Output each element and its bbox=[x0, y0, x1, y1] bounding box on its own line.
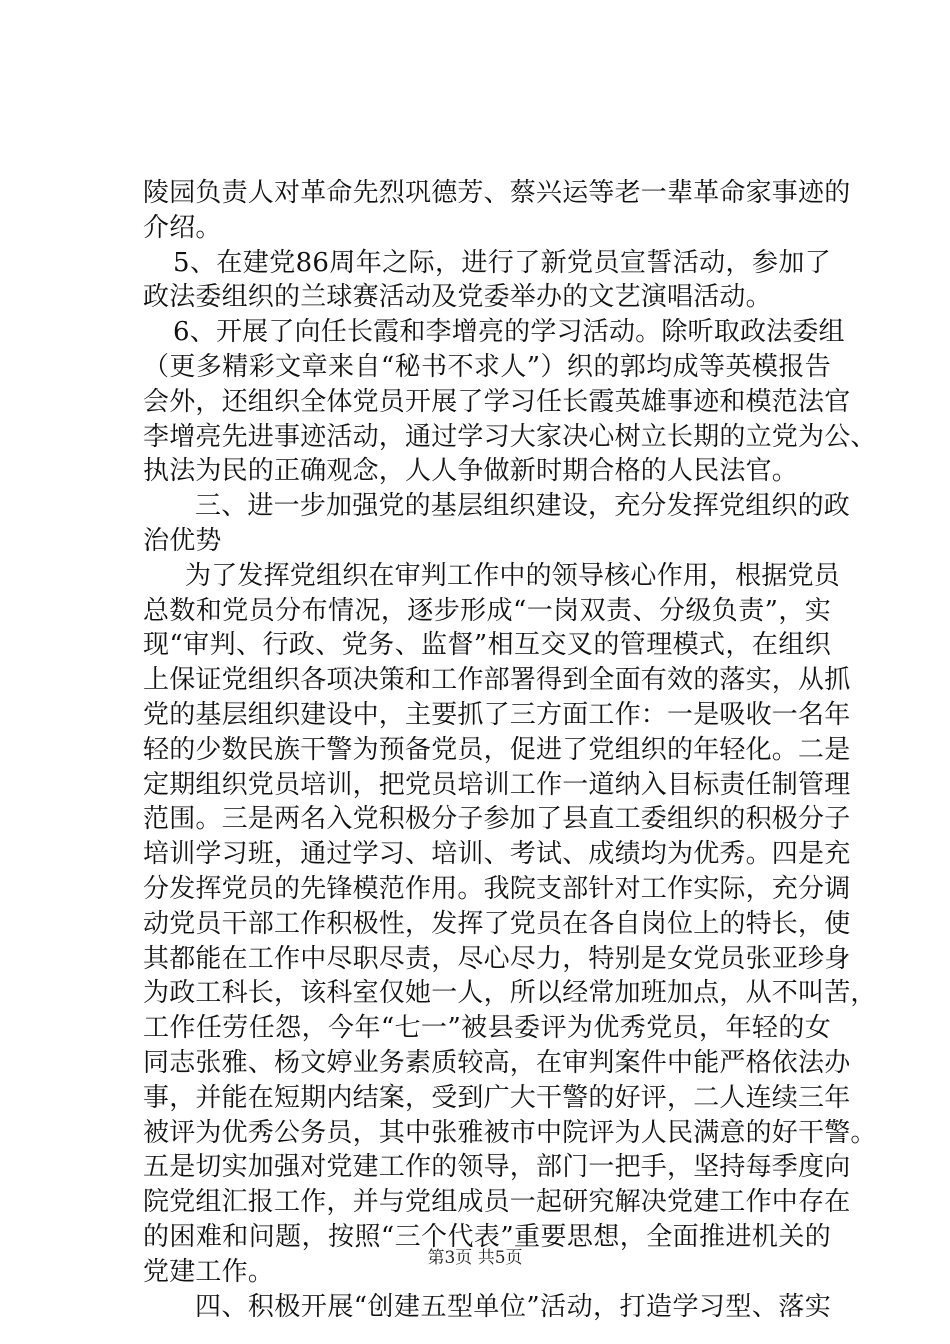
text-line: 事，并能在短期内结案，受到广大干警的好评，二人连续三年 bbox=[143, 1082, 851, 1113]
text-line: 定期组织党员培训，把党员培训工作一道纳入目标责任制管理 bbox=[143, 769, 851, 800]
text-line: 院党组汇报工作，并与党组成员一起研究解决党建工作中存在 bbox=[143, 1187, 851, 1218]
text-line: 党的基层组织建设中，主要抓了三方面工作：一是吸收一名年 bbox=[143, 699, 851, 730]
text-line: 工作任劳任怨，今年“七一”被县委评为优秀党员，年轻的女 bbox=[143, 1013, 831, 1044]
text-line: 会外，还组织全体党员开展了学习任长霞英雄事迹和模范法官 bbox=[143, 386, 851, 417]
text-line: 动党员干部工作积极性，发挥了党员在各自岗位上的特长，使 bbox=[143, 908, 851, 939]
text-line: 5、在建党86周年之际，进行了新党员宣誓活动，参加了 bbox=[173, 247, 831, 278]
text-line: 分发挥党员的先锋模范作用。我院支部针对工作实际，充分调 bbox=[143, 873, 851, 904]
text-line: 执法为民的正确观念，人人争做新时期合格的人民法官。 bbox=[143, 456, 799, 487]
text-line: 其都能在工作中尽职尽责，尽心尽力，特别是女党员张亚珍身 bbox=[143, 943, 851, 974]
text-line: 五是切实加强对党建工作的领导，部门一把手，坚持每季度向 bbox=[143, 1152, 851, 1183]
text-line: 为了发挥党组织在审判工作中的领导核心作用，根据党员 bbox=[185, 560, 841, 591]
text-line: 培训学习班，通过学习、培训、考试、成绩均为优秀。四是充 bbox=[143, 839, 851, 870]
section-heading: 四、积极开展“创建五型单位”活动，打造学习型、落实 bbox=[195, 1291, 831, 1322]
text-line: 的困难和问题，按照“三个代表”重要思想，全面推进机关的 bbox=[143, 1221, 831, 1252]
text-line: 为政工科长，该科室仅她一人，所以经常加班加点，从不叫苦， bbox=[143, 978, 877, 1009]
text-line: （更多精彩文章来自“秘书不求人”）织的郭均成等英模报告 bbox=[143, 351, 831, 382]
text-line: 陵园负责人对革命先烈巩德芳、蔡兴运等老一辈革命家事迹的 bbox=[143, 178, 851, 208]
section-heading-cont: 治优势 bbox=[143, 525, 222, 556]
text-line: 党建工作。 bbox=[143, 1256, 275, 1287]
document-body bbox=[143, 176, 877, 1324]
text-line: 李增亮先进事迹活动，通过学习大家决心树立长期的立党为公、 bbox=[143, 421, 877, 452]
section-heading: 三、进一步加强党的基层组织建设，充分发挥党组织的政 bbox=[195, 491, 851, 522]
text-line: 总数和党员分布情况，逐步形成“一岗双责、分级负责”，实 bbox=[143, 595, 831, 626]
text-line: 现“审判、行政、党务、监督”相互交叉的管理模式，在组织 bbox=[143, 630, 831, 661]
text-line: 范围。三是两名入党积极分子参加了县直工委组织的积极分子 bbox=[143, 804, 851, 835]
text-line: 轻的少数民族干警为预备党员，促进了党组织的年轻化。二是 bbox=[143, 734, 851, 765]
page-number-footer: 第3页 共5页 bbox=[427, 1248, 523, 1268]
text-line: 被评为优秀公务员，其中张雅被市中院评为人民满意的好干警。 bbox=[143, 1117, 877, 1148]
text-line: 政法委组织的兰球赛活动及党委举办的文艺演唱活动。 bbox=[143, 282, 772, 313]
text-line: 介绍。 bbox=[143, 212, 222, 243]
text-line: 6、开展了向任长霞和李增亮的学习活动。除听取政法委组 bbox=[173, 317, 845, 348]
text-line: 上保证党组织各项决策和工作部署得到全面有效的落实，从抓 bbox=[143, 665, 851, 696]
text-line: 同志张雅、杨文婷业务素质较高，在审判案件中能严格依法办 bbox=[143, 1047, 851, 1078]
